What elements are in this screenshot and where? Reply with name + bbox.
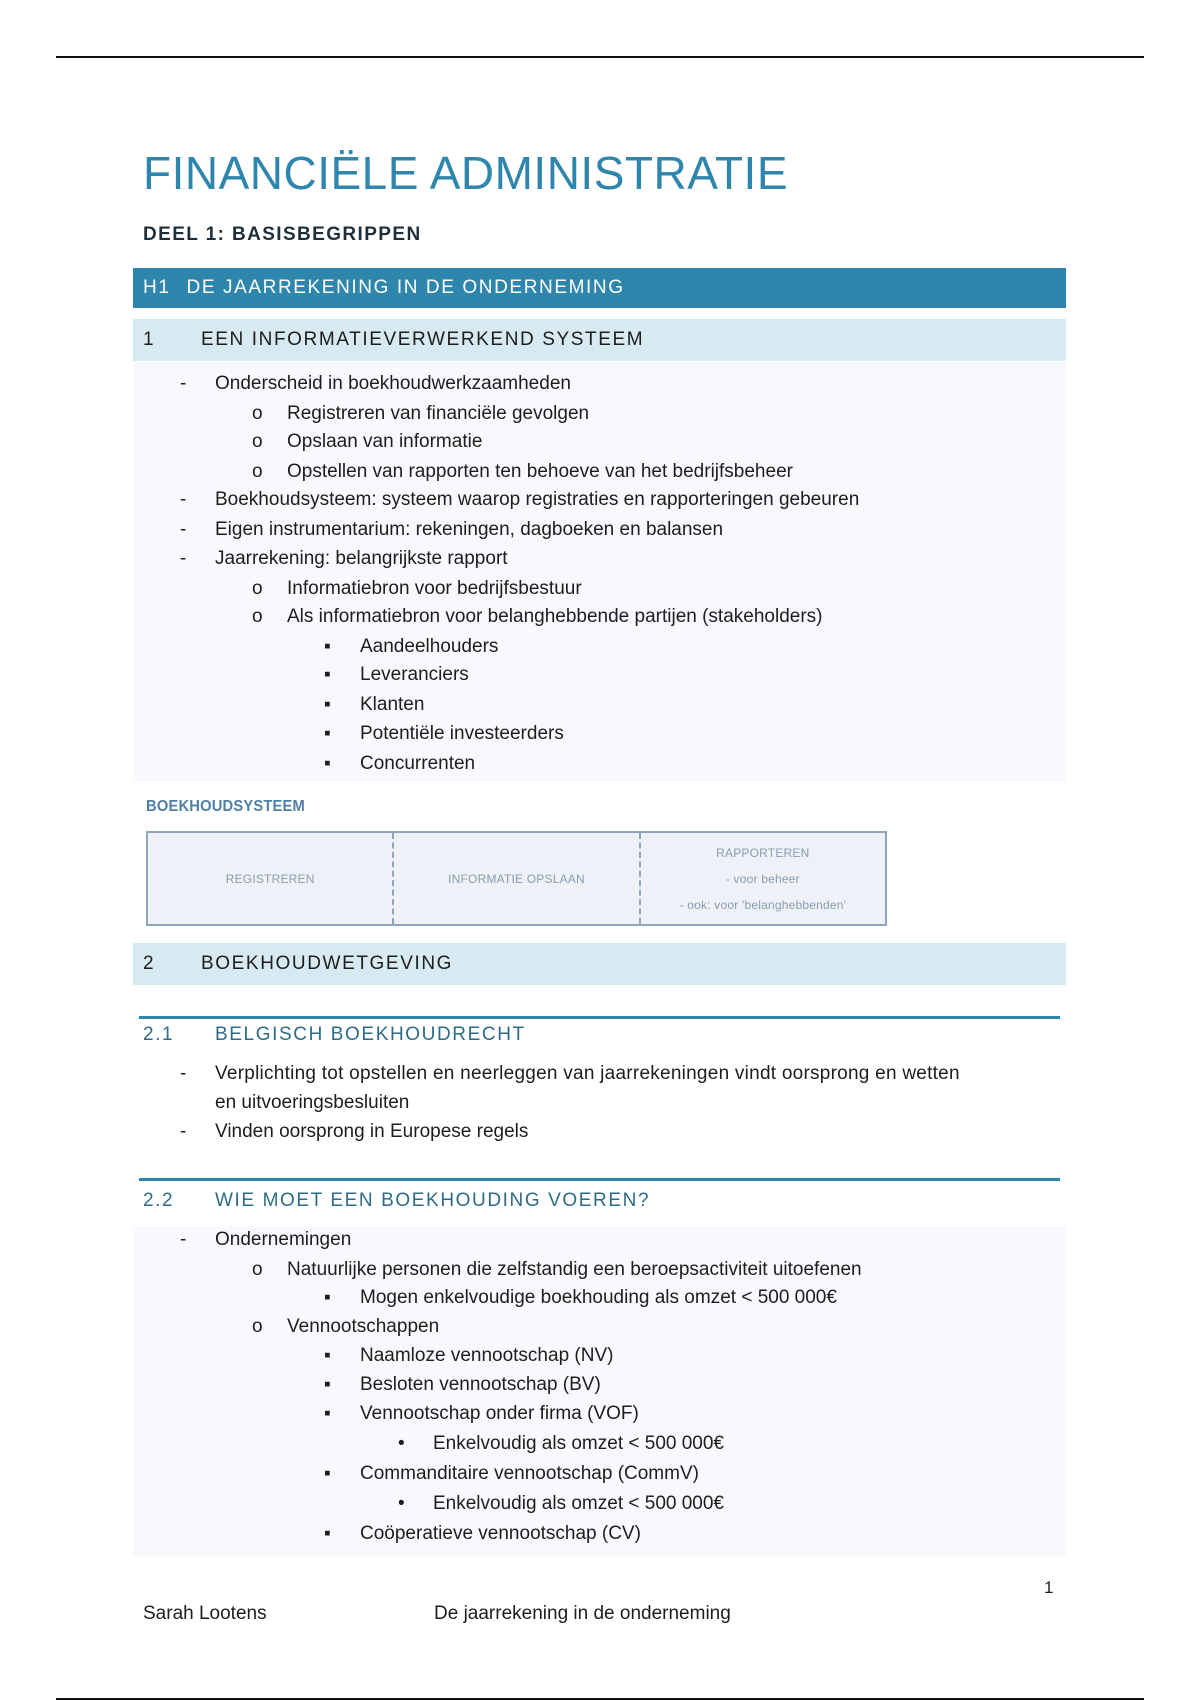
list-item: Enkelvoudig als omzet < 500 000€ <box>433 1493 725 1514</box>
circle-bullet: o <box>252 606 263 627</box>
square-bullet: ▪ <box>324 1523 331 1544</box>
subsection-2-2-heading <box>143 1190 650 1212</box>
square-bullet: ▪ <box>324 1345 331 1366</box>
page-number: 1 <box>1044 1578 1054 1597</box>
diagram-cell-text: - voor beheer <box>725 871 800 886</box>
dash-bullet: - <box>180 519 187 540</box>
square-bullet: ▪ <box>324 723 331 744</box>
list-item: Als informatiebron voor belanghebbende partijen (stakeholders) <box>287 606 823 627</box>
list-item: Opstellen van rapporten ten behoeve van het bedrijfsbeheer <box>287 461 793 482</box>
square-bullet: ▪ <box>324 664 331 685</box>
circle-bullet: o <box>252 1259 263 1280</box>
list-item: Potentiële investeerders <box>360 723 564 744</box>
diagram-cell-text: INFORMATIE OPSLAAN <box>448 871 585 886</box>
list-item-continued: en uitvoeringsbesluiten <box>215 1092 410 1113</box>
chapter-heading <box>133 268 1066 308</box>
list-item: Informatiebron voor bedrijfsbestuur <box>287 578 582 599</box>
dash-bullet: - <box>180 548 187 569</box>
subsection-2-1-number: 2.1 <box>143 1024 175 1045</box>
dash-bullet: - <box>180 1229 187 1250</box>
list-item: Verplichting tot opstellen en neerleggen van jaarrekeningen vindt oorsprong en wetten <box>215 1063 960 1084</box>
list-item: Vennootschappen <box>287 1316 440 1337</box>
footer-author: Sarah Lootens <box>143 1603 267 1624</box>
list-item: Klanten <box>360 694 425 715</box>
list-item: Aandeelhouders <box>360 636 499 657</box>
section-2-number: 2 <box>143 953 156 974</box>
section-1-number: 1 <box>143 329 156 350</box>
dash-bullet: - <box>180 489 187 510</box>
list-item: Eigen instrumentarium: rekeningen, dagboeken en balansen <box>215 519 724 540</box>
circle-bullet: o <box>252 403 263 424</box>
list-item: Onderscheid in boekhoudwerkzaamheden <box>215 373 571 394</box>
dash-bullet: - <box>180 1121 187 1142</box>
square-bullet: ▪ <box>324 1287 331 1308</box>
boekhoudsysteem-diagram <box>146 831 887 926</box>
list-item: Commanditaire vennootschap (CommV) <box>360 1463 699 1484</box>
square-bullet: ▪ <box>324 1403 331 1424</box>
list-item: Concurrenten <box>360 753 476 774</box>
dot-bullet: • <box>398 1493 405 1514</box>
square-bullet: ▪ <box>324 636 331 657</box>
section-2-heading <box>133 943 1066 985</box>
chapter-number: H1 <box>143 277 171 298</box>
footer-chapter: De jaarrekening in de onderneming <box>434 1603 731 1624</box>
section-1-heading <box>133 319 1066 361</box>
circle-bullet: o <box>252 1316 263 1337</box>
list-item: Enkelvoudig als omzet < 500 000€ <box>433 1433 725 1454</box>
list-item: Natuurlijke personen die zelfstandig een beroepsactiviteit uitoefenen <box>287 1259 862 1280</box>
list-item: Mogen enkelvoudige boekhouding als omzet < 500 000€ <box>360 1287 837 1308</box>
dash-bullet: - <box>180 373 187 394</box>
list-item: Registreren van financiële gevolgen <box>287 403 590 424</box>
section-1-content <box>133 362 1066 782</box>
list-item: Opslaan van informatie <box>287 431 483 452</box>
document-title: FINANCIËLE ADMINISTRATIE <box>143 147 789 199</box>
circle-bullet: o <box>252 578 263 599</box>
diagram-cell-text: REGISTREREN <box>225 871 315 886</box>
list-item: Leveranciers <box>360 664 469 685</box>
list-item: Naamloze vennootschap (NV) <box>360 1345 614 1366</box>
section-1-label: EEN INFORMATIEVERWERKEND SYSTEEM <box>201 329 645 350</box>
subsection-2-2-number: 2.2 <box>143 1190 175 1211</box>
diagram-cell-opslaan <box>392 833 638 924</box>
dash-bullet: - <box>180 1063 187 1084</box>
list-item: Ondernemingen <box>215 1229 352 1250</box>
circle-bullet: o <box>252 431 263 452</box>
subsection-2-1-heading <box>143 1024 526 1046</box>
list-item: Coöperatieve vennootschap (CV) <box>360 1523 641 1544</box>
diagram-cell-text: - ook: voor 'belanghebbenden' <box>679 897 847 912</box>
list-item: Vinden oorsprong in Europese regels <box>215 1121 529 1142</box>
list-item: Besloten vennootschap (BV) <box>360 1374 601 1395</box>
section-2-label: BOEKHOUDWETGEVING <box>201 953 454 974</box>
square-bullet: ▪ <box>324 1374 331 1395</box>
list-item: Boekhoudsysteem: systeem waarop registraties en rapporteringen gebeuren <box>215 489 860 510</box>
square-bullet: ▪ <box>324 1463 331 1484</box>
circle-bullet: o <box>252 461 263 482</box>
subsection-2-2-rule <box>139 1178 1060 1181</box>
chapter-label: DE JAARREKENING IN DE ONDERNEMING <box>186 277 625 298</box>
document-subtitle: DEEL 1: BASISBEGRIPPEN <box>143 224 422 245</box>
top-rule <box>56 56 1144 58</box>
square-bullet: ▪ <box>324 753 331 774</box>
subsection-2-1-rule <box>139 1016 1060 1019</box>
diagram-cell-text: RAPPORTEREN <box>716 845 810 860</box>
square-bullet: ▪ <box>324 694 331 715</box>
diagram-title: BOEKHOUDSYSTEEM <box>146 798 305 815</box>
list-item: Jaarrekening: belangrijkste rapport <box>215 548 508 569</box>
list-item: Vennootschap onder firma (VOF) <box>360 1403 639 1424</box>
subsection-2-1-label: BELGISCH BOEKHOUDRECHT <box>215 1024 526 1045</box>
dot-bullet: • <box>398 1433 405 1454</box>
subsection-2-2-label: WIE MOET EEN BOEKHOUDING VOEREN? <box>215 1190 651 1211</box>
diagram-cell-registreren <box>148 833 392 924</box>
diagram-cell-rapporteren <box>639 833 885 924</box>
